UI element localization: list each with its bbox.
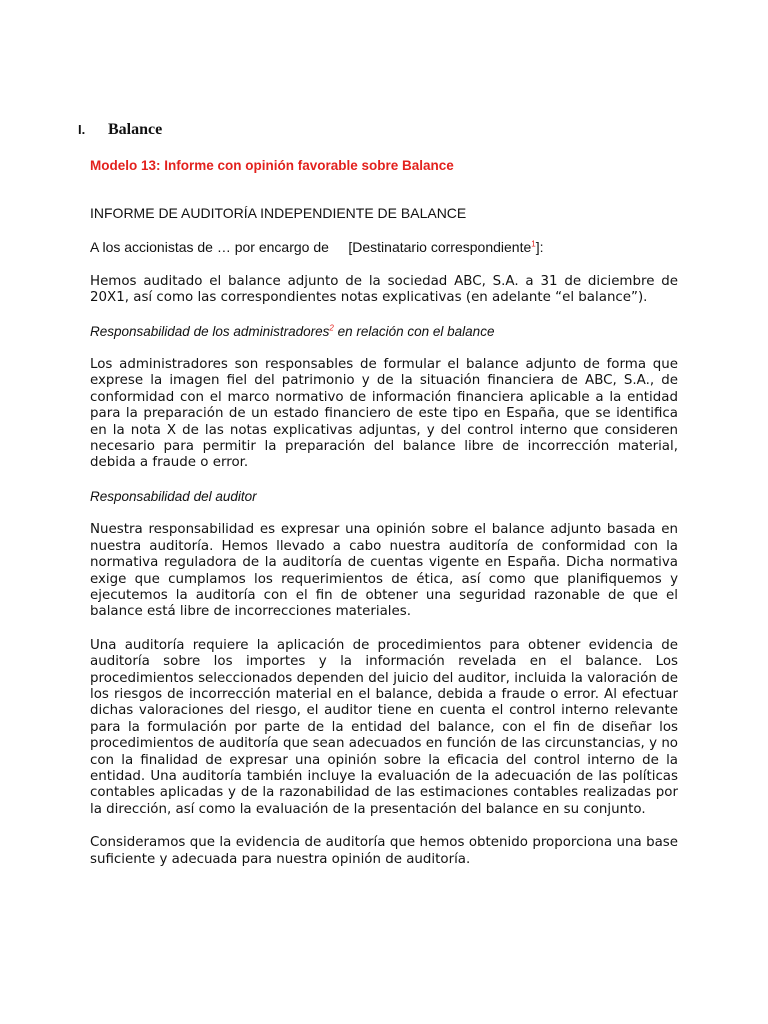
section-heading (78, 121, 162, 139)
report-title: INFORME DE AUDITORÍA INDEPENDIENTE DE BALANCE (90, 205, 467, 221)
footnote-ref-1[interactable]: 1 (531, 239, 536, 249)
section-number: I. (78, 122, 86, 137)
report-body (90, 205, 678, 868)
footnote-ref-2[interactable]: 2 (329, 323, 334, 333)
admin-heading-before: Responsabilidad de los administradores (90, 323, 330, 339)
recipient-suffix: ]: (535, 239, 544, 256)
section-title: Balance (108, 121, 163, 138)
intro-paragraph: Hemos auditado el balance adjunto de la sociedad ABC, S.A. a 31 de diciembre de 20X1, así como las correspondientes notas explicativas (en adelante “el balance”). (90, 273, 678, 306)
admin-heading-after: en relación con el balance (333, 323, 495, 339)
admin-responsibility-heading (90, 324, 678, 340)
auditor-paragraph-1: Nuestra responsabilidad es expresar una opinión sobre el balance adjunto basada en nuestra auditoría. Hemos llevado a cabo nuestra auditoría de conformidad con la normativa reguladora de la auditoría de cuentas vigente en España. Dicha normativa exige que cumplamos los requerimientos de ética, así como que planifiquemos y ejecutemos la auditoría con el fin de obtener una seguridad razonable de que el balance está libre de incorrecciones materiales. (90, 522, 678, 620)
recipient-prefix: A los accionistas de … por encargo de (90, 239, 329, 256)
recipient-placeholder: [Destinatario correspondiente (348, 239, 532, 256)
model-title: Modelo 13: Informe con opinión favorable sobre Balance (90, 158, 454, 173)
admin-paragraph: Los administradores son responsables de formular el balance adjunto de forma que exprese la imagen fiel del patrimonio y de la situación financiera de ABC, S.A., de conformidad con el marco normativo de información financiera aplicable a la entidad para la preparación de un estado financiero de este tipo en España, que se identifica en la nota X de las notas explicativas adjuntas, y del control interno que consideren necesario para permitir la preparación del balance libre de incorrección material, debida a fraude o error. (90, 357, 678, 471)
recipient-line (90, 239, 678, 255)
auditor-paragraph-2: Una auditoría requiere la aplicación de procedimientos para obtener evidencia de auditoría sobre los importes y la información revelada en el balance. Los procedimientos seleccionados dependen del juicio del auditor, incluida la valoración de los riesgos de incorrección material en el balance, debida a fraude o error. Al efectuar dichas valoraciones del riesgo, el auditor tiene en cuenta el control interno relevante para la formulación por parte de la entidad del balance, con el fin de diseñar los procedimientos de auditoría que sean adecuados en función de las circunstancias, y no con la finalidad de expresar una opinión sobre la eficacia del control interno de la entidad. Una auditoría también incluye la evaluación de la adecuación de las políticas contables aplicadas y de la razonabilidad de las estimaciones contables realizadas por la dirección, así como la evaluación de la presentación del balance en su conjunto. (90, 637, 678, 817)
auditor-paragraph-3: Consideramos que la evidencia de auditoría que hemos obtenido proporciona una base suficiente y adecuada para nuestra opinión de auditoría. (90, 835, 678, 867)
auditor-responsibility-heading: Responsabilidad del auditor (90, 488, 257, 504)
